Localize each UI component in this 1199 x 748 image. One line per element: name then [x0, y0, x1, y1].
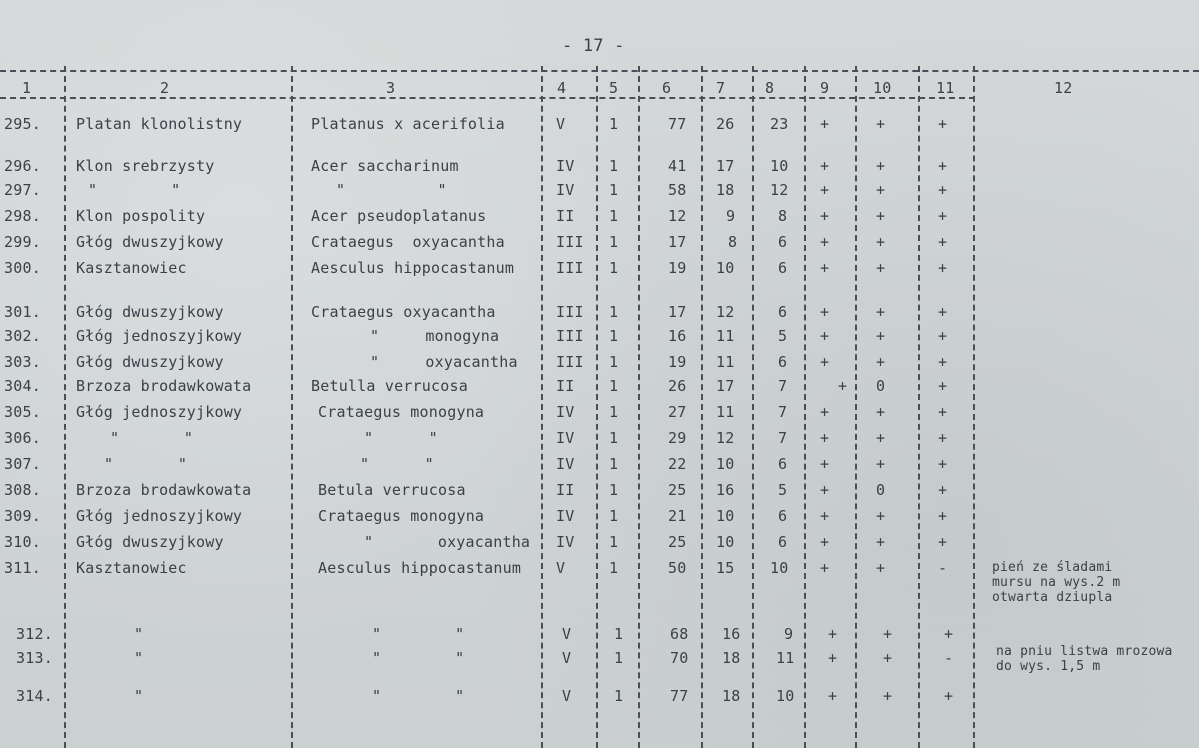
species-polish: Głóg dwuszyjkowy [76, 533, 224, 551]
cell-col9: + [820, 207, 830, 225]
species-latin: Crataegus oxyacantha [311, 303, 496, 321]
cell-col11: + [938, 455, 948, 473]
cell-col8: 10 [770, 157, 789, 175]
cell-col6: 50 [668, 559, 687, 577]
row-number: 303. [4, 353, 41, 371]
species-polish: Głóg dwuszyjkowy [76, 233, 224, 251]
cell-col10: + [876, 259, 886, 277]
cell-col9: + [820, 507, 830, 525]
header-top-rule [0, 70, 1199, 72]
cell-col7: 18 [722, 649, 741, 667]
row-number: 304. [4, 377, 41, 395]
cell-col4: V [556, 115, 566, 133]
cell-col5: 1 [614, 649, 624, 667]
cell-col5: 1 [614, 687, 624, 705]
cell-col10: + [883, 649, 893, 667]
cell-col6: 70 [670, 649, 689, 667]
column-header: 8 [765, 79, 775, 97]
cell-col6: 41 [668, 157, 687, 175]
cell-col11: + [938, 533, 948, 551]
cell-col5: 1 [609, 353, 619, 371]
cell-col4: III [556, 233, 584, 251]
cell-col8: 7 [778, 403, 788, 421]
cell-col11: + [938, 481, 948, 499]
row-number: 309. [4, 507, 41, 525]
cell-col10: + [876, 507, 886, 525]
species-latin: " " [364, 429, 438, 447]
cell-col5: 1 [609, 181, 619, 199]
cell-col6: 68 [670, 625, 689, 643]
cell-col10: + [876, 115, 886, 133]
cell-col4: III [556, 259, 584, 277]
cell-col4: IV [556, 455, 575, 473]
cell-col5: 1 [609, 157, 619, 175]
cell-col4: IV [556, 533, 575, 551]
cell-col10: 0 [876, 377, 886, 395]
species-polish: Klon pospolity [76, 207, 206, 225]
cell-col4: II [556, 481, 575, 499]
cell-col8: 9 [784, 625, 794, 643]
cell-col8: 6 [778, 455, 788, 473]
cell-col9: + [820, 115, 830, 133]
cell-col10: + [876, 353, 886, 371]
column-header: 7 [716, 79, 726, 97]
cell-col8: 5 [778, 327, 788, 345]
cell-col9: + [820, 429, 830, 447]
species-polish: Głóg jednoszyjkowy [76, 403, 243, 421]
cell-col5: 1 [609, 259, 619, 277]
cell-col11: + [938, 353, 948, 371]
species-polish: Głóg jednoszyjkowy [76, 507, 243, 525]
row-number: 305. [4, 403, 41, 421]
header-bottom-rule [0, 97, 975, 99]
cell-col9: + [820, 403, 830, 421]
row-number: 297. [4, 181, 41, 199]
species-polish: Klon srebrzysty [76, 157, 215, 175]
cell-col4: IV [556, 403, 575, 421]
species-latin: " monogyna [370, 327, 500, 345]
cell-col6: 19 [668, 259, 687, 277]
cell-col4: II [556, 207, 575, 225]
remarks-note: pień ze śladami mursu na wys.2 m otwarta dziupla [992, 560, 1121, 605]
column-header: 2 [160, 79, 170, 97]
cell-col7: 18 [722, 687, 741, 705]
cell-col6: 26 [668, 377, 687, 395]
cell-col7: 12 [716, 303, 735, 321]
cell-col11: + [944, 687, 954, 705]
cell-col11: + [938, 115, 948, 133]
species-latin: " " [360, 455, 434, 473]
species-polish: Brzoza brodawkowata [76, 481, 252, 499]
column-divider [752, 66, 754, 748]
cell-col5: 1 [609, 377, 619, 395]
cell-col7: 9 [726, 207, 736, 225]
column-header: 10 [873, 79, 892, 97]
cell-col5: 1 [609, 115, 619, 133]
cell-col5: 1 [609, 559, 619, 577]
cell-col5: 1 [609, 403, 619, 421]
cell-col7: 16 [716, 481, 735, 499]
cell-col7: 10 [716, 455, 735, 473]
cell-col4: IV [556, 181, 575, 199]
column-header: 9 [820, 79, 830, 97]
species-polish: " [134, 625, 144, 643]
column-header: 6 [662, 79, 672, 97]
cell-col11: - [938, 559, 948, 577]
species-polish: " " [88, 181, 181, 199]
cell-col10: + [876, 327, 886, 345]
cell-col10: + [876, 233, 886, 251]
species-latin: Crataegus monogyna [318, 403, 485, 421]
cell-col4: V [562, 649, 572, 667]
species-latin: " " [372, 625, 465, 643]
species-polish: Głóg jednoszyjkowy [76, 327, 243, 345]
cell-col6: 19 [668, 353, 687, 371]
cell-col6: 77 [670, 687, 689, 705]
cell-col10: + [876, 181, 886, 199]
cell-col8: 6 [778, 303, 788, 321]
cell-col11: + [944, 625, 954, 643]
cell-col10: + [876, 455, 886, 473]
cell-col7: 12 [716, 429, 735, 447]
cell-col7: 17 [716, 157, 735, 175]
row-number: 296. [4, 157, 41, 175]
cell-col6: 27 [668, 403, 687, 421]
column-divider [973, 66, 975, 748]
cell-col8: 6 [778, 507, 788, 525]
cell-col6: 22 [668, 455, 687, 473]
cell-col9: + [820, 559, 830, 577]
cell-col8: 7 [778, 377, 788, 395]
row-number: 301. [4, 303, 41, 321]
row-number: 308. [4, 481, 41, 499]
species-polish: " [134, 649, 144, 667]
species-latin: " oxyacantha [370, 353, 518, 371]
cell-col5: 1 [609, 327, 619, 345]
cell-col11: + [938, 259, 948, 277]
species-latin: Betulla verrucosa [311, 377, 468, 395]
cell-col6: 25 [668, 533, 687, 551]
species-latin: Platanus x acerifolia [311, 115, 505, 133]
species-latin: " " [372, 687, 465, 705]
cell-col5: 1 [609, 455, 619, 473]
page-number: - 17 - [562, 36, 625, 56]
cell-col8: 23 [770, 115, 789, 133]
cell-col9: + [820, 455, 830, 473]
cell-col9: + [838, 377, 848, 395]
cell-col11: + [938, 303, 948, 321]
column-header: 4 [557, 79, 567, 97]
species-polish: " [134, 687, 144, 705]
column-divider [541, 66, 543, 748]
cell-col11: + [938, 207, 948, 225]
species-polish: Głóg dwuszyjkowy [76, 353, 224, 371]
cell-col8: 8 [778, 207, 788, 225]
cell-col8: 6 [778, 259, 788, 277]
cell-col7: 10 [716, 507, 735, 525]
cell-col4: IV [556, 429, 575, 447]
cell-col11: + [938, 181, 948, 199]
cell-col7: 8 [728, 233, 738, 251]
remarks-note: na pniu listwa mrozowa do wys. 1,5 m [996, 644, 1173, 674]
species-polish: Kasztanowiec [76, 259, 187, 277]
cell-col8: 12 [770, 181, 789, 199]
cell-col4: III [556, 353, 584, 371]
cell-col6: 16 [668, 327, 687, 345]
cell-col10: + [876, 533, 886, 551]
cell-col7: 15 [716, 559, 735, 577]
cell-col10: + [876, 207, 886, 225]
row-number: 299. [4, 233, 41, 251]
column-divider [291, 66, 293, 748]
cell-col11: + [938, 377, 948, 395]
cell-col6: 58 [668, 181, 687, 199]
column-header: 1 [22, 79, 32, 97]
cell-col11: + [938, 327, 948, 345]
cell-col5: 1 [614, 625, 624, 643]
species-polish: " " [110, 429, 194, 447]
cell-col6: 29 [668, 429, 687, 447]
species-latin: Aesculus hippocastanum [318, 559, 522, 577]
cell-col11: - [944, 649, 954, 667]
cell-col10: + [883, 687, 893, 705]
cell-col4: IV [556, 507, 575, 525]
cell-col10: + [876, 559, 886, 577]
row-number: 312. [16, 625, 53, 643]
row-number: 307. [4, 455, 41, 473]
species-latin: Acer saccharinum [311, 157, 459, 175]
cell-col8: 7 [778, 429, 788, 447]
column-divider [638, 66, 640, 748]
cell-col11: + [938, 157, 948, 175]
cell-col9: + [828, 649, 838, 667]
cell-col10: + [876, 157, 886, 175]
species-latin: " " [372, 649, 465, 667]
cell-col10: + [876, 403, 886, 421]
species-polish: Platan klonolistny [76, 115, 243, 133]
cell-col5: 1 [609, 233, 619, 251]
cell-col11: + [938, 403, 948, 421]
cell-col9: + [828, 625, 838, 643]
row-number: 313. [16, 649, 53, 667]
species-polish: Kasztanowiec [76, 559, 187, 577]
species-polish: Głóg dwuszyjkowy [76, 303, 224, 321]
cell-col4: IV [556, 157, 575, 175]
cell-col11: + [938, 429, 948, 447]
column-divider [701, 66, 703, 748]
cell-col4: III [556, 327, 584, 345]
row-number: 311. [4, 559, 41, 577]
column-divider [918, 66, 920, 748]
cell-col7: 10 [716, 259, 735, 277]
cell-col9: + [820, 533, 830, 551]
species-latin: " " [336, 181, 447, 199]
cell-col5: 1 [609, 303, 619, 321]
row-number: 302. [4, 327, 41, 345]
cell-col9: + [820, 259, 830, 277]
species-latin: Betula verrucosa [318, 481, 466, 499]
cell-col6: 25 [668, 481, 687, 499]
row-number: 306. [4, 429, 41, 447]
column-divider [804, 66, 806, 748]
cell-col5: 1 [609, 507, 619, 525]
cell-col8: 11 [776, 649, 795, 667]
column-header: 11 [936, 79, 955, 97]
species-latin: Crataegus oxyacantha [311, 233, 505, 251]
row-number: 300. [4, 259, 41, 277]
cell-col6: 12 [668, 207, 687, 225]
column-divider [855, 66, 857, 748]
cell-col9: + [820, 181, 830, 199]
cell-col6: 17 [668, 303, 687, 321]
species-latin: Crataegus monogyna [318, 507, 485, 525]
species-polish: " " [104, 455, 188, 473]
column-divider [64, 66, 66, 748]
cell-col4: V [562, 625, 572, 643]
cell-col9: + [820, 327, 830, 345]
cell-col8: 10 [776, 687, 795, 705]
cell-col7: 18 [716, 181, 735, 199]
cell-col4: II [556, 377, 575, 395]
cell-col8: 10 [770, 559, 789, 577]
species-latin: Aesculus hippocastanum [311, 259, 515, 277]
cell-col7: 26 [716, 115, 735, 133]
cell-col7: 10 [716, 533, 735, 551]
cell-col9: + [820, 353, 830, 371]
cell-col5: 1 [609, 207, 619, 225]
species-polish: Brzoza brodawkowata [76, 377, 252, 395]
row-number: 310. [4, 533, 41, 551]
cell-col7: 16 [722, 625, 741, 643]
row-number: 314. [16, 687, 53, 705]
cell-col6: 77 [668, 115, 687, 133]
cell-col10: + [876, 303, 886, 321]
cell-col5: 1 [609, 533, 619, 551]
species-latin: Acer pseudoplatanus [311, 207, 487, 225]
row-number: 298. [4, 207, 41, 225]
cell-col7: 17 [716, 377, 735, 395]
column-divider [596, 66, 598, 748]
cell-col7: 11 [716, 353, 735, 371]
cell-col4: V [556, 559, 566, 577]
species-latin: " oxyacantha [364, 533, 531, 551]
cell-col11: + [938, 507, 948, 525]
cell-col7: 11 [716, 403, 735, 421]
cell-col8: 5 [778, 481, 788, 499]
cell-col6: 21 [668, 507, 687, 525]
cell-col4: III [556, 303, 584, 321]
column-header: 3 [386, 79, 396, 97]
cell-col5: 1 [609, 429, 619, 447]
cell-col6: 17 [668, 233, 687, 251]
cell-col9: + [820, 481, 830, 499]
cell-col4: V [562, 687, 572, 705]
cell-col10: + [876, 429, 886, 447]
cell-col5: 1 [609, 481, 619, 499]
cell-col10: + [883, 625, 893, 643]
column-header: 12 [1054, 79, 1073, 97]
cell-col9: + [820, 303, 830, 321]
cell-col9: + [820, 157, 830, 175]
column-header: 5 [609, 79, 619, 97]
row-number: 295. [4, 115, 41, 133]
cell-col10: 0 [876, 481, 886, 499]
cell-col11: + [938, 233, 948, 251]
cell-col8: 6 [778, 353, 788, 371]
cell-col8: 6 [778, 233, 788, 251]
cell-col9: + [828, 687, 838, 705]
cell-col8: 6 [778, 533, 788, 551]
cell-col9: + [820, 233, 830, 251]
cell-col7: 11 [716, 327, 735, 345]
